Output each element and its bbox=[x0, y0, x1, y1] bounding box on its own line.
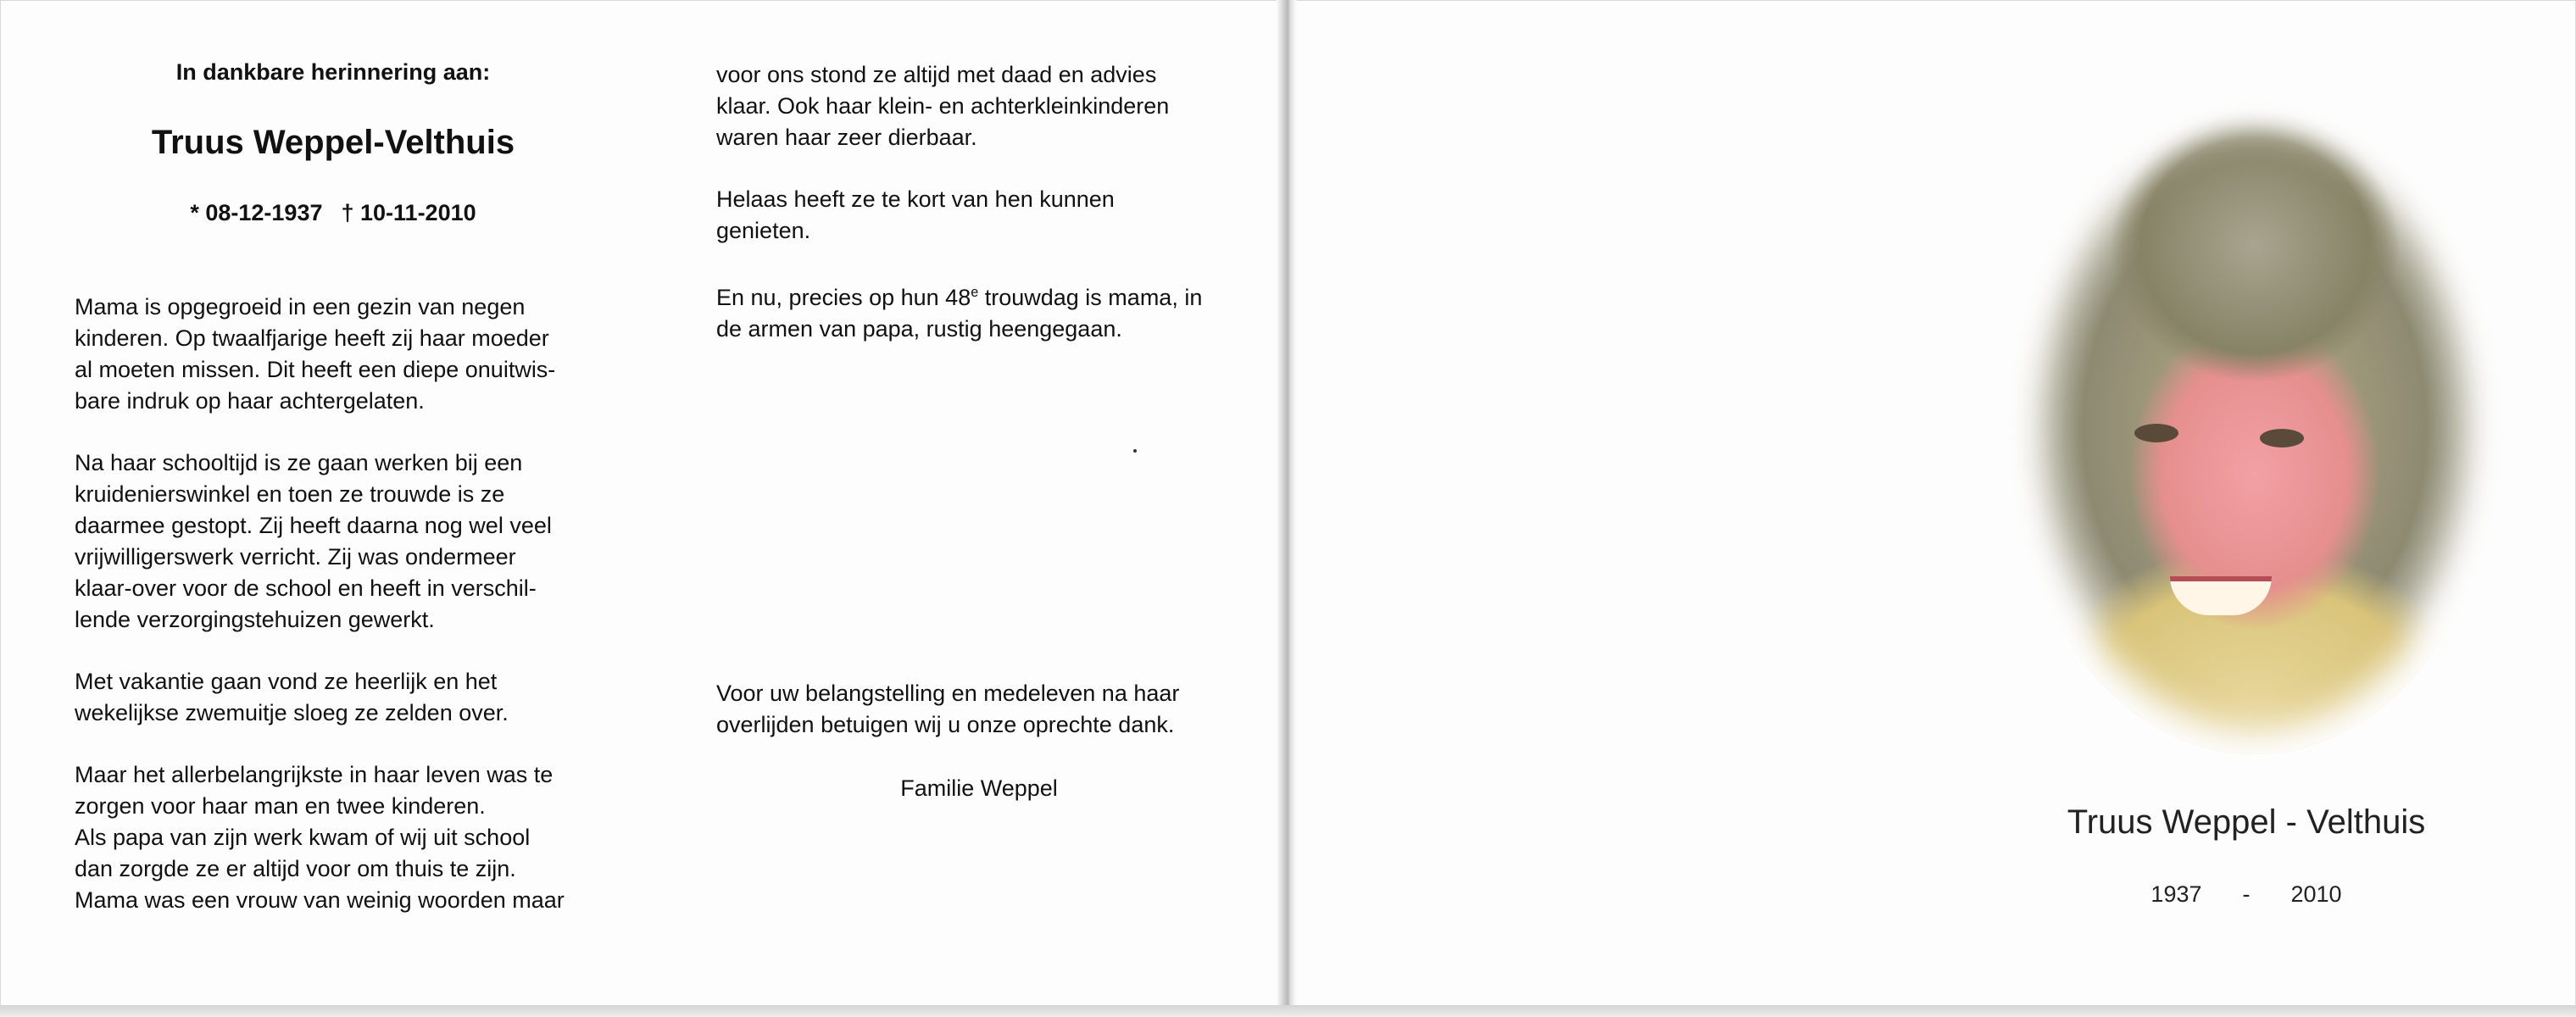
life-dates bbox=[75, 200, 592, 226]
family-signature: Familie Weppel bbox=[900, 775, 1058, 801]
paragraph: voor ons stond ze altijd met daad en advies klaar. Ook haar klein- en achterkleinkinderen waren haar zeer dierbaar. bbox=[716, 62, 1170, 150]
portrait-caption-years bbox=[1950, 881, 2543, 908]
portrait-eye-right bbox=[2260, 429, 2304, 447]
stray-dot bbox=[1133, 449, 1137, 453]
portrait-photo bbox=[2009, 102, 2501, 754]
death-date: † 10-11-2010 bbox=[341, 200, 476, 225]
anniversary-suffix: trouwdag is mama, in de armen van papa, rustig heengegaan. bbox=[716, 285, 1203, 342]
card-fold bbox=[1277, 0, 1297, 1017]
birth-date: * 08-12-1937 bbox=[190, 200, 323, 225]
year-separator: - bbox=[2242, 881, 2251, 907]
year-to: 2010 bbox=[2290, 881, 2342, 907]
portrait-eye-left bbox=[2134, 424, 2178, 442]
paragraph: Helaas heeft ze te kort van hen kunnen genieten. bbox=[716, 186, 1115, 243]
anniversary-paragraph bbox=[716, 277, 1242, 345]
paragraph: Maar het allerbelangrijkste in haar leven was te zorgen voor haar man en twee kinderen. Als papa van zijn werk kwam of wij uit school dan zorgde ze er altijd voor om thuis te zijn. Mama was een vrouw van weinig woorden maar bbox=[75, 762, 565, 913]
intro-heading: In dankbare herinnering aan: bbox=[175, 59, 491, 85]
card-bottom-edge bbox=[0, 1005, 2576, 1017]
paragraph: Mama is opgegroeid in een gezin van negen kinderen. Op twaalfjarige heeft zij haar moeder al moeten missen. Dit heeft een diepe onuitwis- bare indruk op haar achtergelaten. bbox=[75, 294, 556, 414]
middle-body-text bbox=[716, 59, 1242, 375]
left-body-text bbox=[75, 292, 617, 947]
thanks-text bbox=[716, 678, 1242, 741]
ordinal-suffix: e bbox=[971, 285, 979, 300]
thanks-paragraph: Voor uw belangstelling en medeleven na haar overlijden betuigen wij u onze oprechte dank. bbox=[716, 681, 1180, 737]
paragraph: Na haar schooltijd is ze gaan werken bij een kruidenierswinkel en toen ze trouwde is ze daarmee gestopt. Zij heeft daarna nog wel veel vrijwilligerswerk verricht. Zij was ondermeer klaar-over voor de school en heeft in verschil- lende verzorgingstehuizen gewerkt. bbox=[75, 450, 552, 632]
year-from: 1937 bbox=[2150, 881, 2202, 907]
deceased-name-heading: Truus Weppel-Velthuis bbox=[151, 124, 515, 161]
anniversary-prefix: En nu, precies op hun 48 bbox=[716, 285, 971, 310]
paragraph: Met vakantie gaan vond ze heerlijk en het wekelijkse zwemuitje sloeg ze zelden over. bbox=[75, 669, 509, 725]
portrait-caption-name: Truus Weppel - Velthuis bbox=[2067, 803, 2426, 841]
